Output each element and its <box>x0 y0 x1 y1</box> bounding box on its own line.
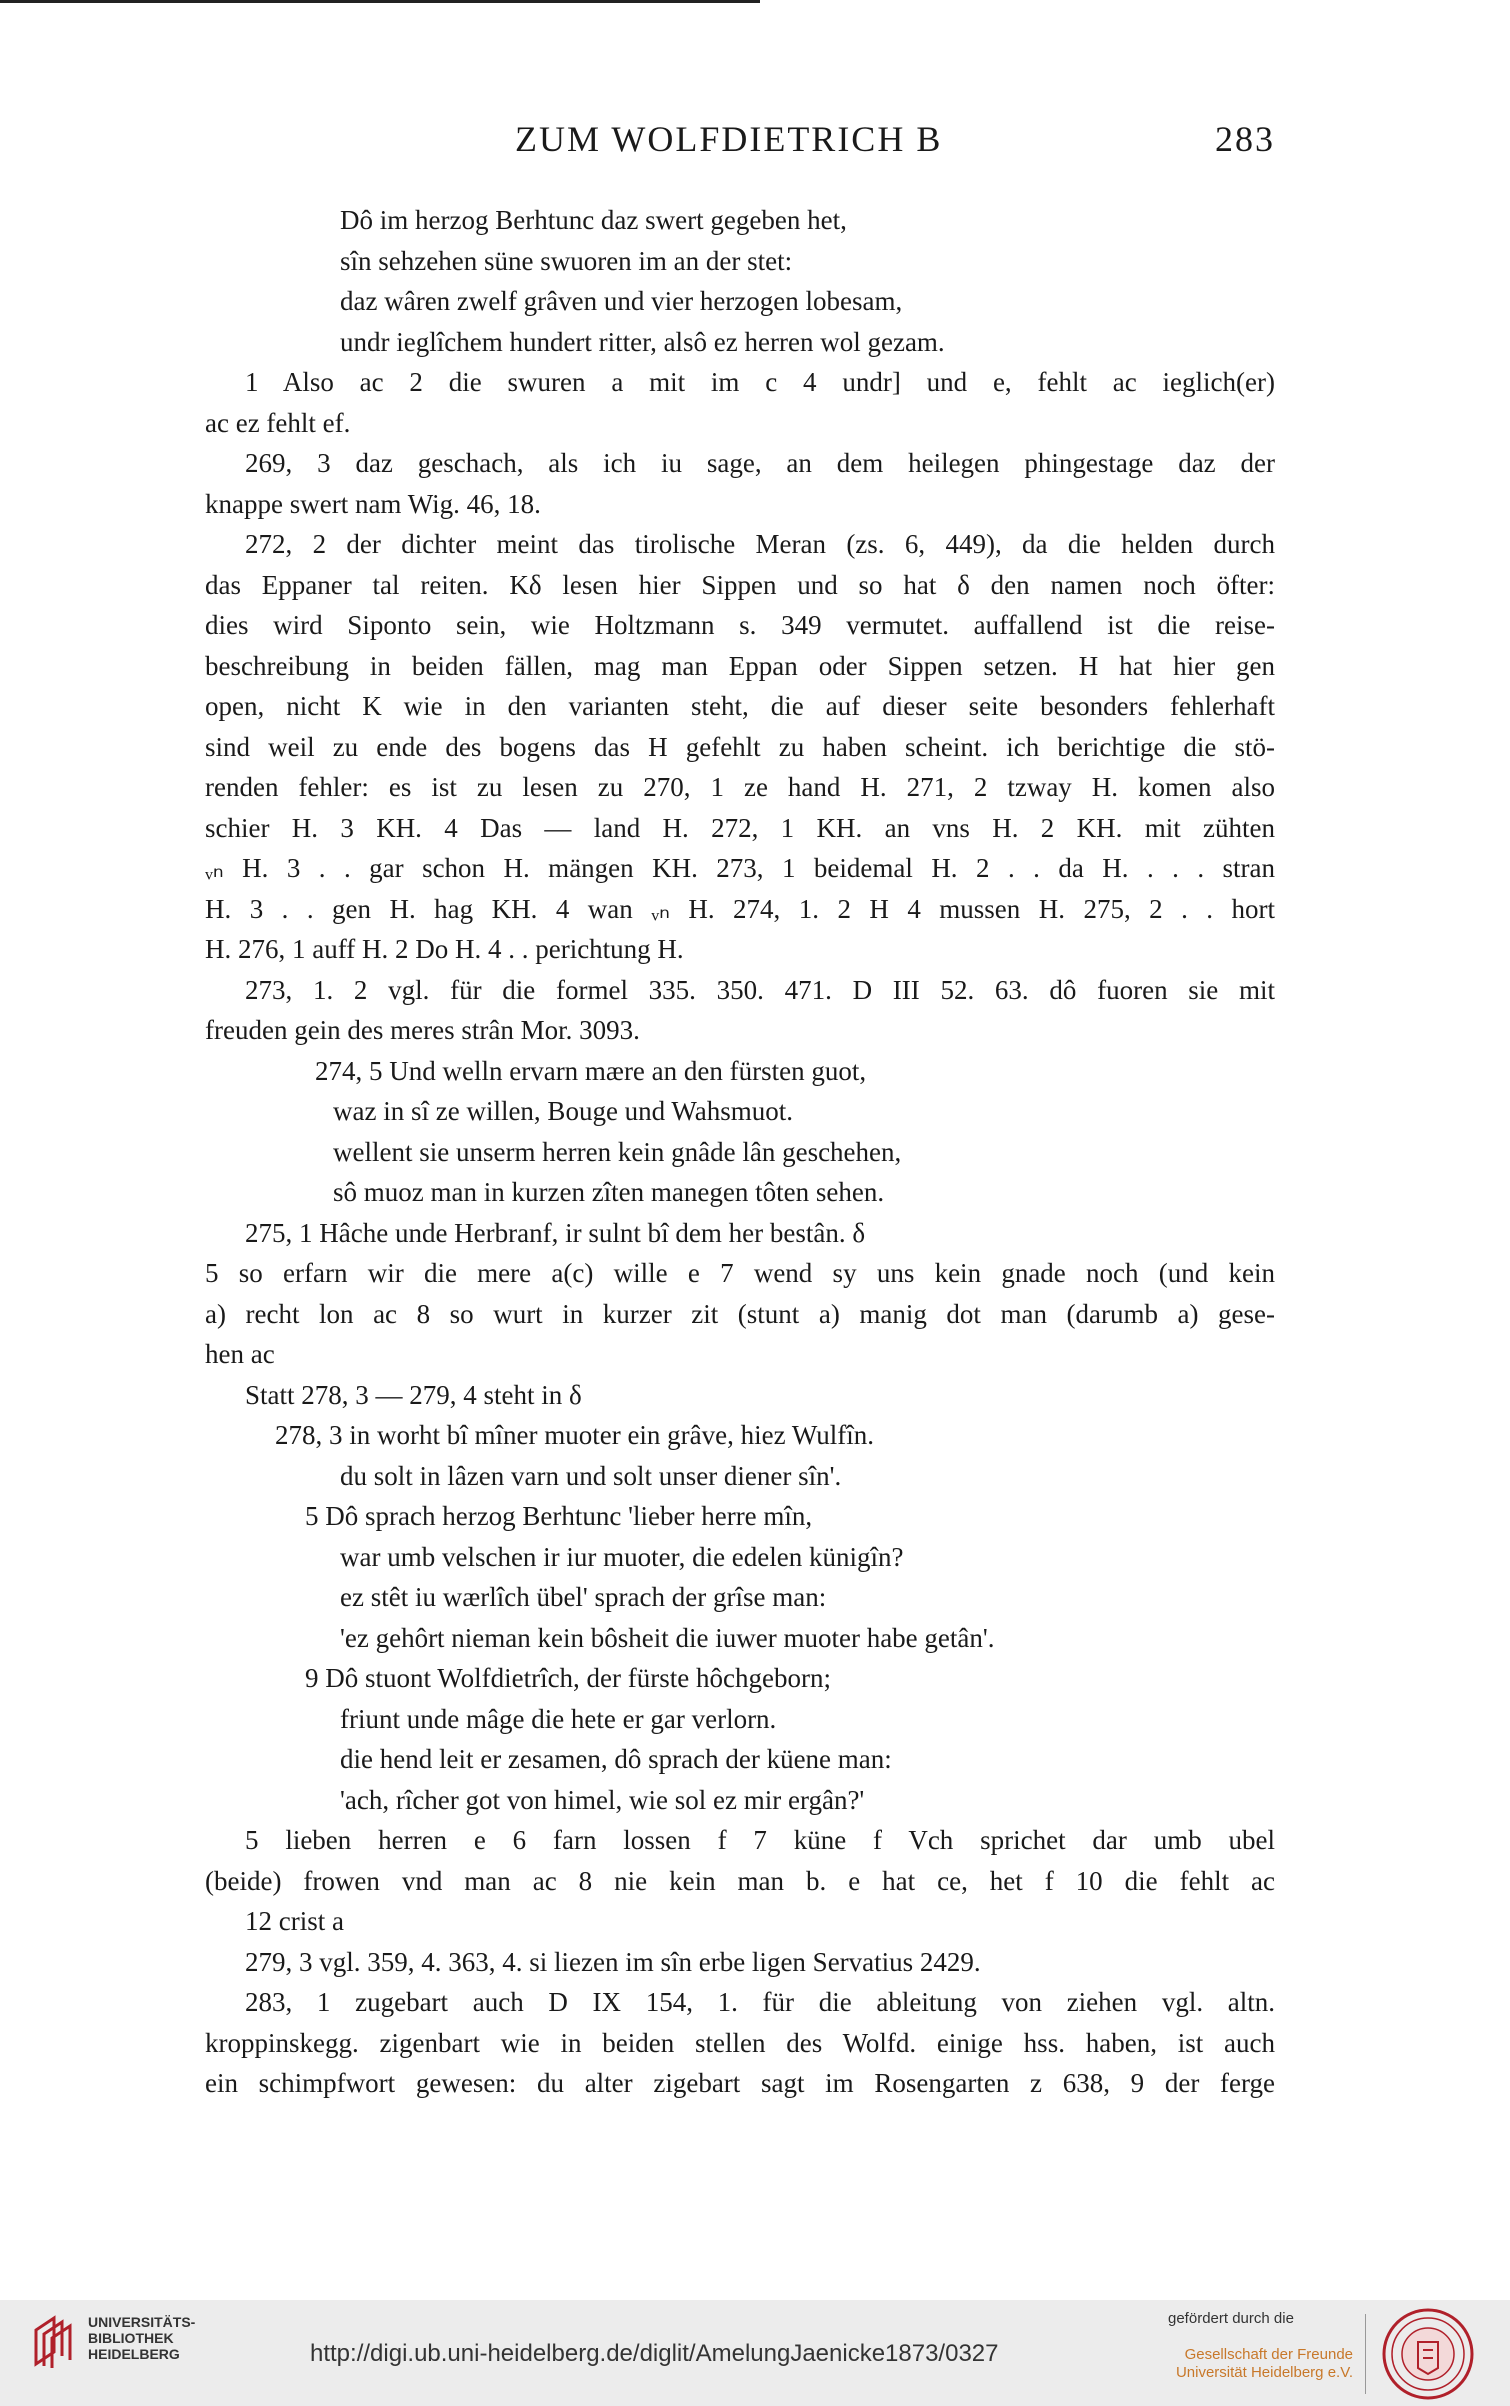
text-line: open, nicht K wie in den varianten steht, die auf dieser seite besonders fehlerhaft <box>205 691 1275 721</box>
text-line: 279, 3 vgl. 359, 4. 363, 4. si liezen im sîn erbe ligen Servatius 2429. <box>245 1946 981 1977</box>
top-rule <box>0 0 760 3</box>
text-line: freuden gein des meres strân Mor. 3093. <box>205 1015 640 1045</box>
university-seal-icon <box>1380 2306 1476 2402</box>
funding-label: gefördert durch die <box>1168 2310 1294 2327</box>
text-line: war umb velschen ir iur muoter, die edelen künigîn? <box>340 1541 904 1572</box>
text-line: 1 Also ac 2 die swuren a mit im c 4 undr] und e, fehlt ac ieglich(er) <box>245 367 1275 397</box>
text-line: du solt in lâzen varn und solt unser diener sîn'. <box>340 1460 842 1491</box>
text-line: 5 Dô sprach herzog Berhtunc 'lieber herre mîn, <box>305 1501 813 1531</box>
text-line: ac ez fehlt ef. <box>205 407 351 438</box>
text-line: 'ez gehôrt nieman kein bôsheit die iuwer muoter habe getân'. <box>340 1622 995 1653</box>
text-line: 5 so erfarn wir die mere a(c) wille e 7 wend sy uns kein gnade noch (und kein <box>205 1258 1275 1288</box>
text-line: H. 3 . . gen H. hag KH. 4 wan ᵥₙ H. 274, 1. 2 H 4 mussen H. 275, 2 . . hort <box>205 893 1275 924</box>
text-line: (beide) frowen vnd man ac 8 nie kein man b. e hat ce, het f 10 die fehlt ac <box>205 1865 1275 1896</box>
text-line: 9 Dô stuont Wolfdietrîch, der fürste hôchgeborn; <box>305 1663 831 1693</box>
text-line: schier H. 3 KH. 4 Das — land H. 272, 1 KH. an vns H. 2 KH. mit zühten <box>205 812 1275 843</box>
text-line: beschreibung in beiden fällen, mag man Eppan oder Sippen setzen. H hat hier gen <box>205 650 1275 681</box>
text-line: das Eppaner tal reiten. Kδ lesen hier Sippen und so hat δ den namen noch öfter: <box>205 569 1275 600</box>
text-line: 275, 1 Hâche unde Herbranf, ir sulnt bî dem her bestân. δ <box>245 1217 866 1248</box>
running-title: ZUM WOLFDIETRICH B <box>515 119 943 159</box>
text-line: die hend leit er zesamen, dô sprach der küene man: <box>340 1744 892 1774</box>
text-line: sô muoz man in kurzen zîten manegen tôten sehen. <box>333 1177 885 1207</box>
text-line: 'ach, rîcher got von himel, wie sol ez mir ergân?' <box>340 1784 865 1815</box>
text-line: waz in sî ze willen, Bouge und Wahsmuot. <box>333 1096 794 1126</box>
text-line: knappe swert nam Wig. 46, 18. <box>205 488 541 519</box>
text-line: friunt unde mâge die hete er gar verlorn. <box>340 1703 777 1734</box>
text-line: dies wird Siponto sein, wie Holtzmann s. 349 vermutet. auffallend ist die reise- <box>205 610 1275 640</box>
source-url-link[interactable]: http://digi.ub.uni-heidelberg.de/diglit/AmelungJaenicke1873/0327 <box>310 2340 999 2367</box>
text-line: 272, 2 der dichter meint das tirolische Meran (zs. 6, 449), da die helden durch <box>245 529 1275 559</box>
text-line: sîn sehzehen süne swuoren im an der stet: <box>340 245 793 276</box>
text-line: 12 crist a <box>245 1906 344 1936</box>
text-line: hen ac <box>205 1339 275 1369</box>
text-line: 269, 3 daz geschach, als ich iu sage, an dem heilegen phingestage daz der <box>245 448 1275 478</box>
text-line: ein schimpfwort gewesen: du alter zigebart sagt im Rosengarten z 638, 9 der ferge <box>205 2068 1275 2098</box>
text-line: Statt 278, 3 — 279, 4 steht in δ <box>245 1379 582 1410</box>
text-line: renden fehler: es ist zu lesen zu 270, 1 ze hand H. 271, 2 tzway H. komen also <box>205 772 1275 802</box>
library-logo-icon <box>30 2312 82 2370</box>
text-line: 283, 1 zugebart auch D IX 154, 1. für die ableitung von ziehen vgl. altn. <box>245 1987 1275 2017</box>
text-line: 5 lieben herren e 6 farn lossen f 7 küne f Vch sprichet dar umb ubel <box>245 1825 1275 1855</box>
text-line: wellent sie unserm herren kein gnâde lân geschehen, <box>333 1136 902 1167</box>
footer-bar <box>0 2300 1510 2406</box>
society-name: Gesellschaft der Freunde Universität Heidelberg e.V. <box>1175 2346 1353 2381</box>
footer-divider <box>1365 2314 1366 2394</box>
text-line: H. 276, 1 auff H. 2 Do H. 4 . . perichtung H. <box>205 934 684 964</box>
text-line: 273, 1. 2 vgl. für die formel 335. 350. 471. D III 52. 63. dô fuoren sie mit <box>245 974 1275 1005</box>
page-header <box>205 118 1275 168</box>
text-line: kroppinskegg. zigenbart wie in beiden stellen des Wolfd. einige hss. haben, ist auch <box>205 2027 1275 2058</box>
library-name: UNIVERSITÄTS- BIBLIOTHEK HEIDELBERG <box>88 2314 196 2362</box>
page-body <box>205 200 1275 2104</box>
text-line: 274, 5 Und welln ervarn mære an den fürsten guot, <box>315 1055 867 1086</box>
text-line: 278, 3 in worht bî mîner muoter ein grâve, hiez Wulfîn. <box>275 1420 875 1450</box>
text-line: ez stêt iu wærlîch übel' sprach der grîse man: <box>340 1582 827 1612</box>
text-line: a) recht lon ac 8 so wurt in kurzer zit (stunt a) manig dot man (darumb a) gese- <box>205 1298 1275 1329</box>
text-line: daz wâren zwelf grâven und vier herzogen lobesam, <box>340 286 903 316</box>
page-number: 283 <box>1215 119 1275 159</box>
text-line: sind weil zu ende des bogens das H gefehlt zu haben scheint. ich berichtige die stö- <box>205 731 1275 762</box>
text-line: Dô im herzog Berhtunc daz swert gegeben het, <box>340 205 847 235</box>
text-line: undr ieglîchem hundert ritter, alsô ez herren wol gezam. <box>340 326 945 357</box>
text-line: ᵥₙ H. 3 . . gar schon H. mängen KH. 273, 1 beidemal H. 2 . . da H. . . . stran <box>205 853 1275 883</box>
